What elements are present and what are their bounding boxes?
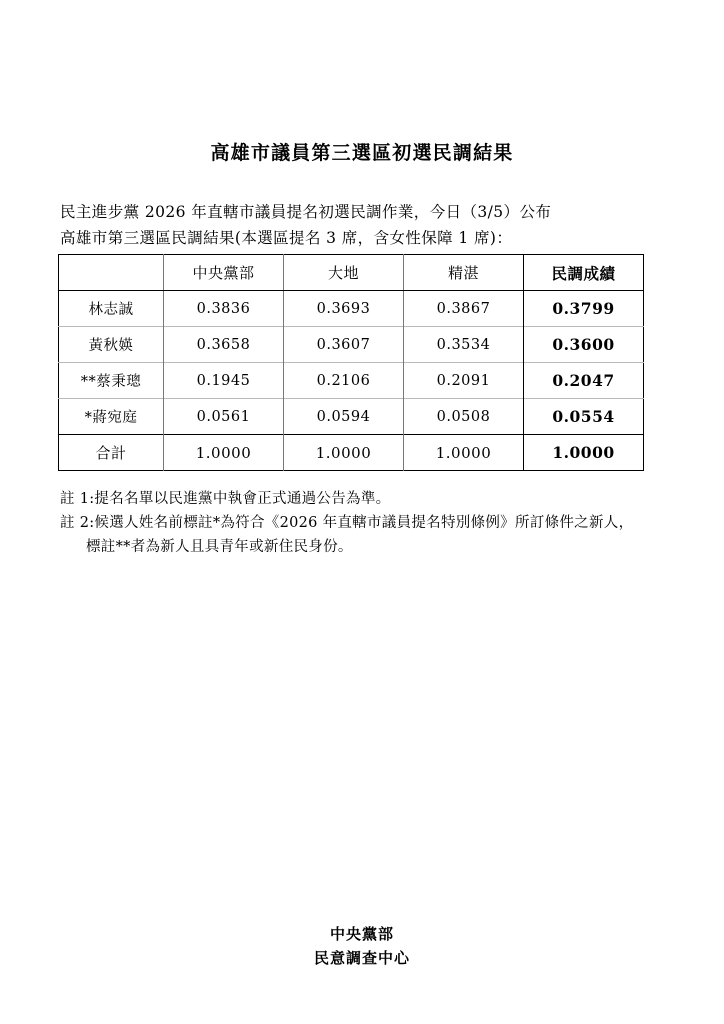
table-row — [59, 363, 644, 399]
footnote-2-cont: 標註**者為新人且具青年或新住民身份。 — [86, 539, 353, 555]
score-dadi: 0.3607 — [284, 327, 404, 363]
score-jingzhan: 0.3534 — [404, 327, 524, 363]
footnote-1: 註 1:提名名單以民進黨中執會正式通過公告為準。 — [60, 491, 391, 507]
score-dadi: 0.3693 — [284, 291, 404, 327]
total-dadi: 1.0000 — [284, 435, 404, 471]
total-jingzhan: 1.0000 — [404, 435, 524, 471]
score-final: 0.3799 — [524, 291, 644, 327]
intro-paragraph — [60, 199, 660, 251]
score-central: 0.3836 — [164, 291, 284, 327]
table-row — [59, 399, 644, 435]
poll-results-table — [58, 254, 644, 471]
score-final: 0.0554 — [524, 399, 644, 435]
score-central: 0.0561 — [164, 399, 284, 435]
score-central: 0.1945 — [164, 363, 284, 399]
column-header-dadi: 大地 — [284, 255, 404, 291]
score-dadi: 0.0594 — [284, 399, 404, 435]
candidate-name: **蔡秉璁 — [59, 363, 164, 399]
score-jingzhan: 0.0508 — [404, 399, 524, 435]
table-row — [59, 291, 644, 327]
intro-line-2: 高雄市第三選區民調結果(本選區提名 3 席，含女性保障 1 席)： — [60, 229, 513, 247]
score-dadi: 0.2106 — [284, 363, 404, 399]
column-header-jingzhan: 精湛 — [404, 255, 524, 291]
table-header-row — [59, 255, 644, 291]
score-jingzhan: 0.3867 — [404, 291, 524, 327]
total-final: 1.0000 — [524, 435, 644, 471]
table-row — [59, 327, 644, 363]
column-header-final: 民調成績 — [524, 255, 644, 291]
score-central: 0.3658 — [164, 327, 284, 363]
score-final: 0.2047 — [524, 363, 644, 399]
score-jingzhan: 0.2091 — [404, 363, 524, 399]
footnote-2: 註 2:候選人姓名前標註*為符合《2026 年直轄市議員提名特別條例》所訂條件之新人， — [60, 515, 634, 531]
footnotes — [60, 487, 660, 559]
column-header-central: 中央黨部 — [164, 255, 284, 291]
candidate-name: *蔣宛庭 — [59, 399, 164, 435]
footer-org: 中央黨部 — [329, 925, 394, 943]
document-footer — [0, 922, 724, 970]
candidate-name: 林志誠 — [59, 291, 164, 327]
candidate-name: 黃秋媖 — [59, 327, 164, 363]
score-final: 0.3600 — [524, 327, 644, 363]
total-label: 合計 — [59, 435, 164, 471]
footer-department: 民意調查中心 — [313, 949, 410, 967]
intro-line-1: 民主進步黨 2026 年直轄市議員提名初選民調作業，今日（3/5）公布 — [60, 203, 552, 221]
total-central: 1.0000 — [164, 435, 284, 471]
page-title: 高雄市議員第三選區初選民調結果 — [210, 142, 514, 164]
column-header-name — [59, 255, 164, 291]
table-total-row — [59, 435, 644, 471]
